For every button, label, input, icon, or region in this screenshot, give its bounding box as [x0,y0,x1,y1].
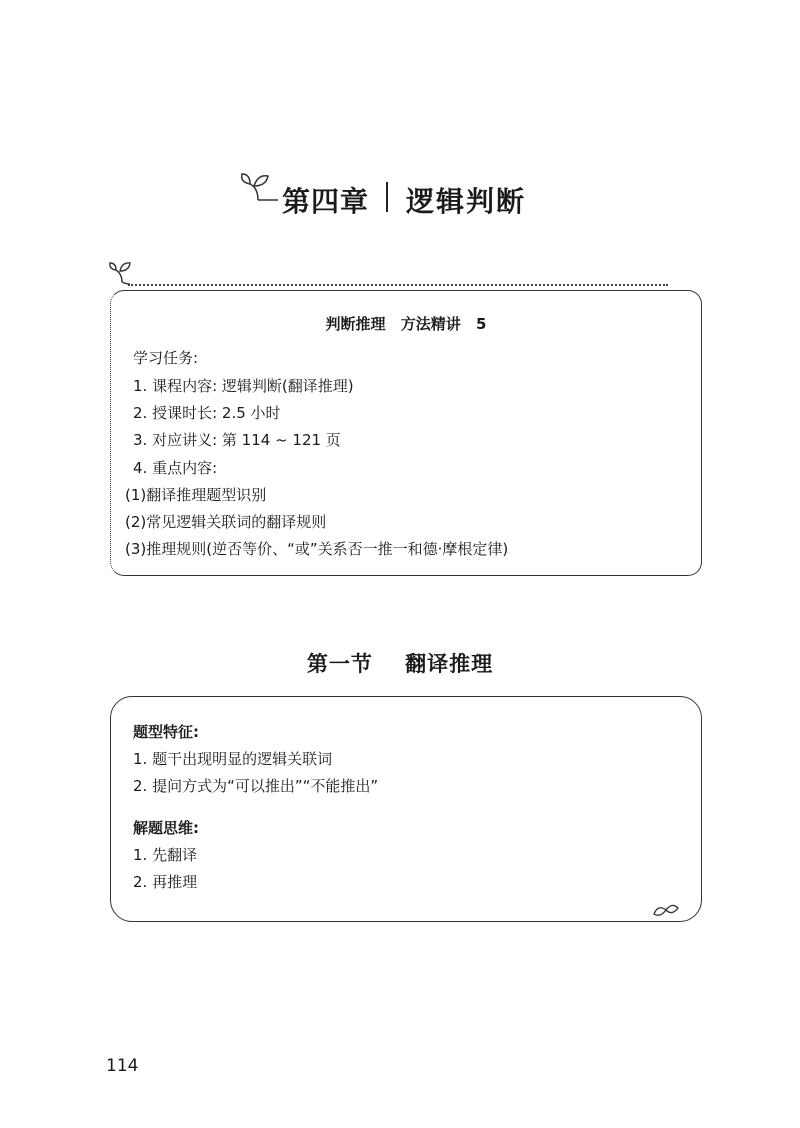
chapter-number: 第四章 [282,185,370,218]
chapter-heading [228,166,588,226]
chapter-name: 逻辑判断 [406,185,527,218]
lesson-box [110,290,702,576]
features-label: 题型特征: [133,723,199,741]
thinking-item: 1. 先翻译 [133,846,198,864]
task-item: 3. 对应讲义: 第 114 ~ 121 页 [133,431,341,449]
tasks-label: 学习任务: [133,349,199,367]
sprout-icon [238,166,282,206]
thinking-label: 解题思维: [133,819,199,837]
key-point: (2)常见逻辑关联词的翻译规则 [125,513,327,531]
key-point: (1)翻译推理题型识别 [125,486,267,504]
dotted-divider [128,284,668,286]
chapter-divider [386,182,388,212]
lesson-header: 判断推理 方法精讲 5 [325,315,487,333]
feature-item: 1. 题干出现明显的逻辑关联词 [133,750,333,768]
task-item: 4. 重点内容: [133,459,218,477]
page-number: 114 [106,1056,139,1076]
feature-item: 2. 提问方式为“可以推出”“不能推出” [133,777,379,795]
task-item: 1. 课程内容: 逻辑判断(翻译推理) [133,377,354,395]
leaf-pair-icon [652,900,680,920]
section-heading: 第一节 翻译推理 [306,651,494,676]
task-item: 2. 授课时长: 2.5 小时 [133,404,281,422]
sprout-icon [108,258,138,286]
key-point: (3)推理规则(逆否等价、“或”关系否一推一和德·摩根定律) [125,540,509,558]
thinking-item: 2. 再推理 [133,873,198,891]
features-box [110,696,702,922]
